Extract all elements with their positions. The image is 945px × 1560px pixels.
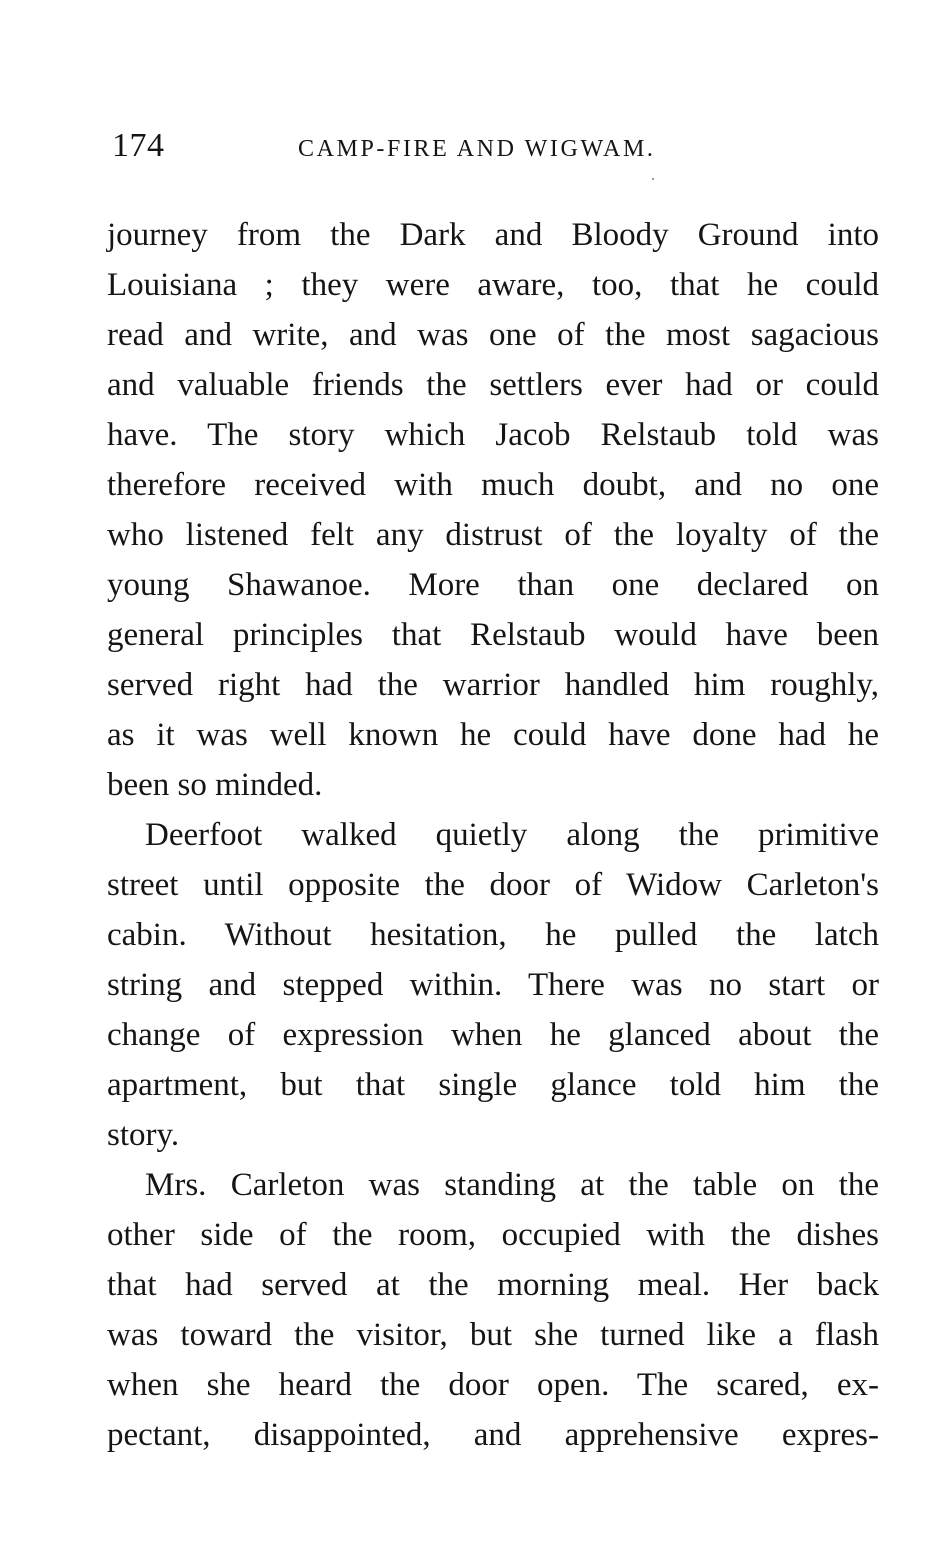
- text-line: was toward the visitor, but she turned like a flash: [107, 1317, 879, 1353]
- paragraph: [107, 210, 879, 810]
- text-line: Louisiana ; they were aware, too, that he could: [107, 267, 879, 303]
- text-line: have. The story which Jacob Relstaub told was: [107, 417, 879, 453]
- text-line: and valuable friends the settlers ever had or could: [107, 367, 879, 403]
- text-line: young Shawanoe. More than one declared on: [107, 567, 879, 603]
- text-line: been so minded.: [107, 767, 323, 803]
- text-line: that had served at the morning meal. Her back: [107, 1267, 879, 1303]
- paragraph: [107, 810, 879, 1160]
- page-number: 174: [112, 127, 165, 164]
- text-line: pectant, disappointed, and apprehensive expres-: [107, 1417, 879, 1453]
- text-line: when she heard the door open. The scared, ex-: [107, 1367, 879, 1403]
- text-line: cabin. Without hesitation, he pulled the latch: [107, 917, 879, 953]
- text-line: general principles that Relstaub would have been: [107, 617, 879, 653]
- text-line: Deerfoot walked quietly along the primitive: [145, 817, 879, 853]
- text-line: journey from the Dark and Bloody Ground into: [107, 217, 879, 253]
- text-line: string and stepped within. There was no start or: [107, 967, 879, 1003]
- running-head: [112, 124, 882, 174]
- text-line: apartment, but that single glance told him the: [107, 1067, 879, 1103]
- text-line: served right had the warrior handled him roughly,: [107, 667, 879, 703]
- body-text: [107, 210, 879, 1460]
- text-line: who listened felt any distrust of the loyalty of the: [107, 517, 879, 553]
- text-line: change of expression when he glanced about the: [107, 1017, 879, 1053]
- text-line: Mrs. Carleton was standing at the table on the: [145, 1167, 879, 1203]
- text-line: story.: [107, 1117, 180, 1153]
- text-line: street until opposite the door of Widow Carleton's: [107, 867, 879, 903]
- paragraph: [107, 1160, 879, 1460]
- text-line: as it was well known he could have done had he: [107, 717, 879, 753]
- text-line: therefore received with much doubt, and no one: [107, 467, 879, 503]
- print-speck: [652, 178, 654, 180]
- text-line: other side of the room, occupied with the dishes: [107, 1217, 879, 1253]
- running-title: CAMP-FIRE AND WIGWAM.: [298, 136, 656, 162]
- text-line: read and write, and was one of the most sagacious: [107, 317, 879, 353]
